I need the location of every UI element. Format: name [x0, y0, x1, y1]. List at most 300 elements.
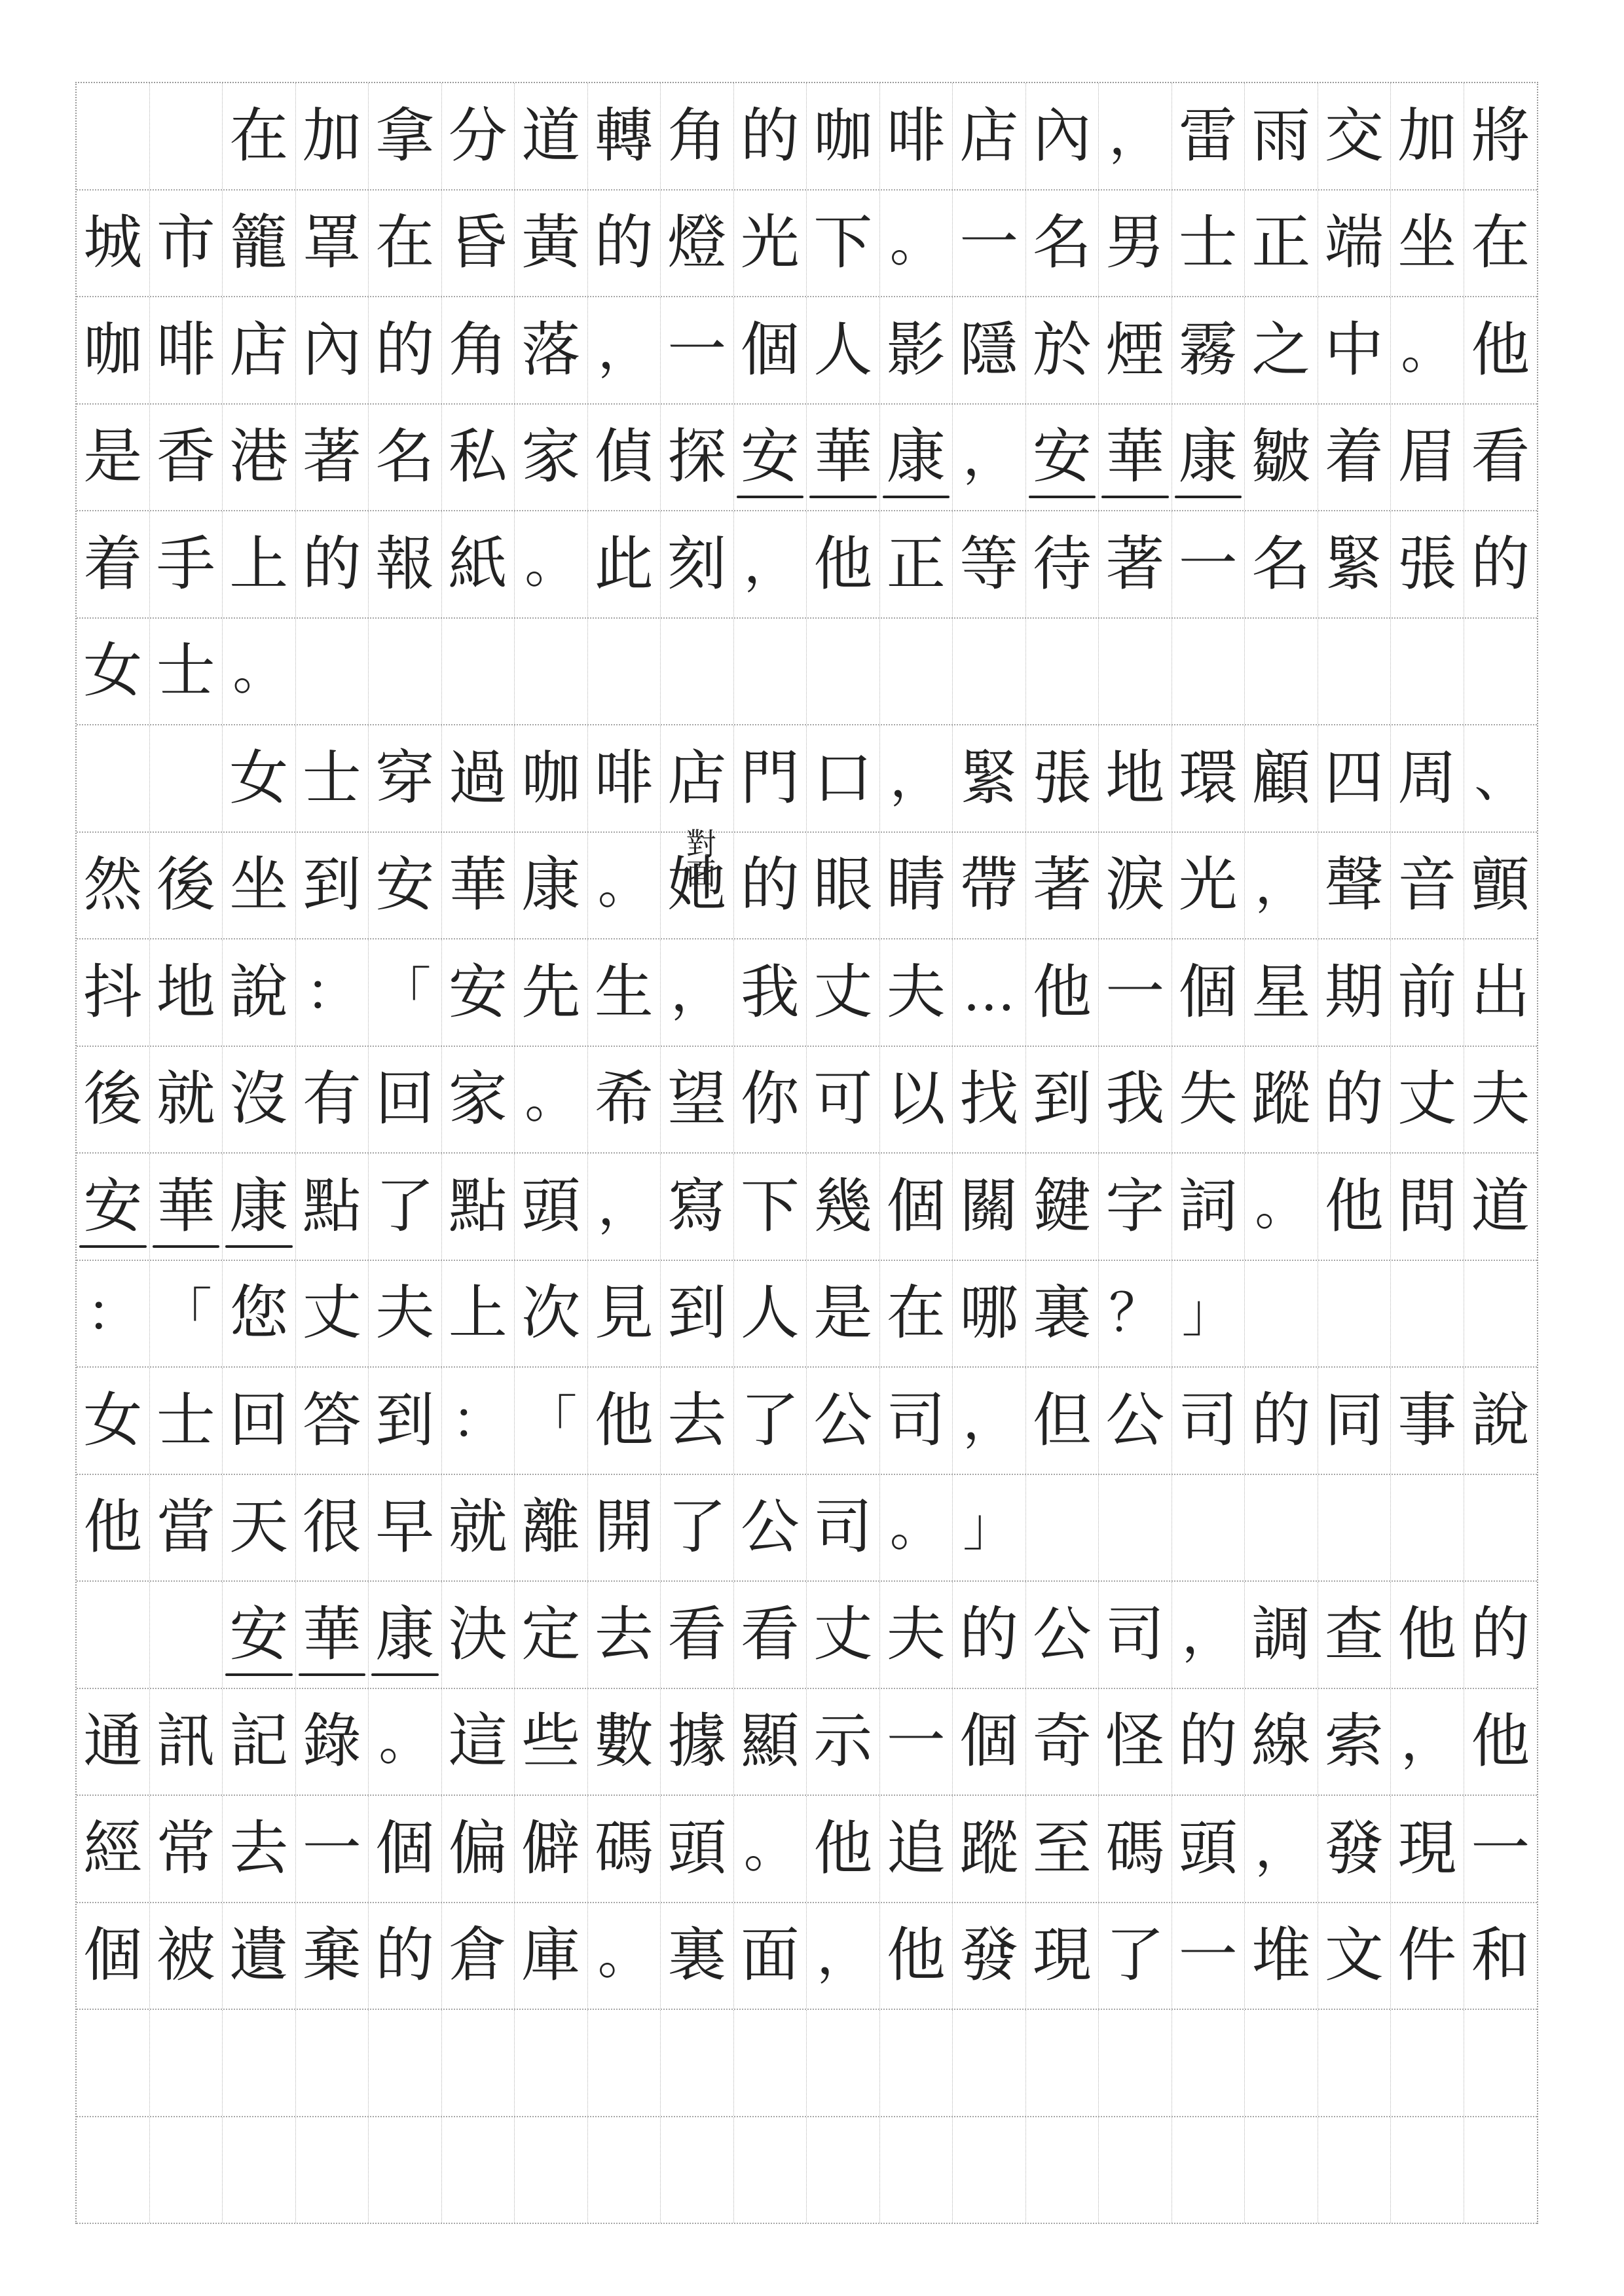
grid-cell: 文: [1318, 1903, 1392, 2009]
grid-cell: 士: [1172, 191, 1246, 297]
grid-cell: [1245, 1475, 1318, 1581]
grid-cell: 。: [588, 1903, 661, 2009]
grid-cell: 光: [734, 191, 807, 297]
grid-cell: 點: [442, 1154, 515, 1260]
grid-cell: 至: [1026, 1796, 1099, 1902]
manuscript-line: [77, 1475, 1537, 1582]
grid-cell: 被: [150, 1903, 223, 2009]
grid-cell: [734, 619, 807, 725]
grid-cell: 名: [1026, 191, 1099, 297]
grid-cell: 發: [1318, 1796, 1392, 1902]
grid-cell: 正: [1245, 191, 1318, 297]
grid-cell: 咖: [77, 297, 150, 403]
grid-cell: 希: [588, 1047, 661, 1153]
grid-cell: 煙: [1099, 297, 1172, 403]
grid-cell: 香: [150, 405, 223, 511]
grid-cell: 影: [880, 297, 953, 403]
grid-cell: [1464, 1261, 1538, 1367]
grid-cell: 咖: [515, 725, 588, 831]
grid-cell: [953, 2010, 1026, 2116]
grid-cell: 司: [1172, 1368, 1246, 1474]
insertion-mark: 對面 她: [661, 833, 734, 939]
grid-cell: 幾: [807, 1154, 880, 1260]
grid-cell: [296, 2010, 369, 2116]
grid-cell: [77, 2117, 150, 2223]
grid-cell: [77, 1582, 150, 1688]
grid-cell: 。: [880, 191, 953, 297]
grid-cell: 公: [1026, 1582, 1099, 1688]
grid-cell: 現: [1026, 1903, 1099, 2009]
grid-cell: [1391, 619, 1464, 725]
grid-cell: 字: [1099, 1154, 1172, 1260]
grid-cell: [1026, 1475, 1099, 1581]
grid-cell: 。: [880, 1475, 953, 1581]
grid-cell: 家: [515, 405, 588, 511]
grid-cell: 。: [515, 511, 588, 617]
grid-cell: 經: [77, 1796, 150, 1902]
grid-cell: 司: [807, 1475, 880, 1581]
grid-cell: 男: [1099, 191, 1172, 297]
grid-cell: [1464, 2010, 1538, 2116]
grid-cell: 怪: [1099, 1689, 1172, 1795]
grid-cell: [1172, 2010, 1246, 2116]
grid-cell: ，: [1172, 1582, 1246, 1688]
grid-cell: 眉: [1391, 405, 1464, 511]
grid-cell: [296, 2117, 369, 2223]
grid-cell: 霧: [1172, 297, 1246, 403]
grid-cell: [1318, 2010, 1392, 2116]
manuscript-line: [77, 1903, 1537, 2011]
grid-cell: 顯: [734, 1689, 807, 1795]
grid-cell: 端: [1318, 191, 1392, 297]
grid-cell: 康: [223, 1154, 296, 1260]
grid-cell: [807, 2010, 880, 2116]
grid-cell: 去: [588, 1582, 661, 1688]
grid-cell: 女: [77, 619, 150, 725]
grid-cell: 聲: [1318, 833, 1392, 939]
grid-cell: [442, 619, 515, 725]
grid-cell: 加: [1391, 83, 1464, 189]
grid-cell: [1464, 2117, 1538, 2223]
grid-cell: [1318, 1475, 1392, 1581]
grid-cell: ：: [442, 1368, 515, 1474]
grid-cell: 康: [515, 833, 588, 939]
grid-cell: 找: [953, 1047, 1026, 1153]
grid-cell: 回: [369, 1047, 442, 1153]
grid-cell: ：: [296, 939, 369, 1046]
manuscript-line: [77, 1261, 1537, 1368]
grid-cell: [77, 2010, 150, 2116]
grid-cell: 裏: [661, 1903, 734, 2009]
grid-cell: 的: [1245, 1368, 1318, 1474]
manuscript-line: [77, 725, 1537, 833]
grid-cell: 在: [1471, 208, 1530, 278]
grid-cell: 手: [150, 511, 223, 617]
grid-cell: 音: [1391, 833, 1464, 939]
grid-cell: [515, 2010, 588, 2116]
grid-cell: 司: [880, 1368, 953, 1474]
grid-cell: 交: [1318, 83, 1392, 189]
grid-cell: [953, 619, 1026, 725]
grid-cell: 華: [150, 1154, 223, 1260]
grid-cell: [369, 2117, 442, 2223]
grid-cell: 士: [296, 725, 369, 831]
grid-cell: [734, 2117, 807, 2223]
grid-cell: 私: [442, 405, 515, 511]
grid-cell: 張: [1026, 725, 1099, 831]
grid-cell: 籠: [223, 191, 296, 297]
grid-cell: 。: [1245, 1154, 1318, 1260]
grid-cell: 緊: [953, 725, 1026, 831]
grid-cell: 您: [223, 1261, 296, 1367]
grid-cell: [150, 1582, 223, 1688]
grid-cell: 。: [1391, 297, 1464, 403]
grid-cell: 他: [77, 1475, 150, 1581]
grid-cell: ，: [953, 405, 1026, 511]
grid-cell: [1172, 1475, 1246, 1581]
grid-cell: 角: [661, 83, 734, 189]
grid-cell: 丈: [807, 939, 880, 1046]
manuscript-line-empty: [77, 2117, 1537, 2225]
grid-cell: 、: [1474, 747, 1527, 809]
grid-cell: [1245, 2117, 1318, 2223]
grid-cell: 有: [296, 1047, 369, 1153]
grid-cell: [1318, 2117, 1392, 2223]
grid-cell: ，: [953, 1368, 1026, 1474]
grid-cell: 開: [588, 1475, 661, 1581]
grid-cell: 可: [807, 1047, 880, 1153]
grid-cell: 華: [1099, 405, 1172, 511]
grid-cell: 城: [77, 191, 150, 297]
grid-cell: 啡: [880, 83, 953, 189]
grid-cell: 安: [734, 405, 807, 511]
grid-cell: 坐: [1391, 191, 1464, 297]
grid-cell: 。: [515, 1047, 588, 1153]
grid-cell: 決: [442, 1582, 515, 1688]
grid-cell: [150, 83, 223, 189]
grid-cell: 。: [588, 833, 661, 939]
grid-cell: 你: [734, 1047, 807, 1153]
grid-cell: 示: [807, 1689, 880, 1795]
grid-cell: 淚: [1099, 833, 1172, 939]
grid-cell: 華: [442, 833, 515, 939]
grid-cell: ，: [588, 1154, 661, 1260]
grid-cell: 的: [369, 1903, 442, 2009]
grid-cell: [369, 619, 442, 725]
grid-cell: 穿: [369, 725, 442, 831]
grid-cell: 隱: [953, 297, 1026, 403]
grid-cell: 著: [1026, 833, 1099, 939]
grid-cell: 他: [1391, 1582, 1464, 1688]
grid-cell: 點: [296, 1154, 369, 1260]
grid-cell: 安: [223, 1582, 296, 1688]
grid-cell: ，: [1245, 833, 1318, 939]
grid-cell: [1172, 2117, 1246, 2223]
grid-cell: 些: [515, 1689, 588, 1795]
grid-cell: 一: [1172, 511, 1246, 617]
grid-cell: 一: [880, 1689, 953, 1795]
grid-cell: 名: [369, 405, 442, 511]
grid-cell: 坐: [223, 833, 296, 939]
grid-cell: 周: [1391, 725, 1464, 831]
grid-cell: 個: [953, 1689, 1026, 1795]
grid-cell: [588, 2117, 661, 2223]
grid-cell: 內: [296, 297, 369, 403]
grid-cell: 「: [369, 939, 442, 1046]
grid-cell: 後: [77, 1047, 150, 1153]
grid-cell: 現: [1391, 1796, 1464, 1902]
grid-cell: 安: [77, 1154, 150, 1260]
manuscript-line: [77, 83, 1537, 191]
grid-cell: 個: [369, 1796, 442, 1902]
grid-cell: 夫: [1471, 1065, 1530, 1134]
grid-cell: 說: [223, 939, 296, 1046]
grid-cell: [880, 619, 953, 725]
grid-cell: [880, 2117, 953, 2223]
grid-cell: 生: [588, 939, 661, 1046]
grid-cell: 店: [953, 83, 1026, 189]
grid-cell: [1099, 2010, 1172, 2116]
grid-cell: 在: [223, 83, 296, 189]
grid-cell: 我: [734, 939, 807, 1046]
grid-cell: 着: [1318, 405, 1392, 511]
grid-cell: 顫: [1471, 850, 1530, 920]
grid-cell: 是: [77, 405, 150, 511]
grid-cell: 追: [880, 1796, 953, 1902]
grid-cell: 丈: [807, 1582, 880, 1688]
grid-cell: 道: [515, 83, 588, 189]
grid-cell: 天: [223, 1475, 296, 1581]
grid-cell: 在: [369, 191, 442, 297]
grid-cell: 著: [296, 405, 369, 511]
grid-cell: 安: [442, 939, 515, 1046]
grid-cell: 一: [953, 191, 1026, 297]
grid-cell: 一: [1172, 1903, 1246, 2009]
grid-cell: 市: [150, 191, 223, 297]
grid-cell: 早: [369, 1475, 442, 1581]
grid-cell: 調: [1245, 1582, 1318, 1688]
manuscript-line: [77, 1582, 1537, 1689]
manuscript-line: [77, 939, 1537, 1047]
grid-cell: ，: [880, 725, 953, 831]
grid-cell: [150, 2117, 223, 2223]
grid-cell: 錄: [296, 1689, 369, 1795]
grid-cell: 他: [880, 1903, 953, 2009]
grid-cell: 一: [1099, 939, 1172, 1046]
grid-cell: [515, 619, 588, 725]
grid-cell: 回: [223, 1368, 296, 1474]
manuscript-line-empty: [77, 2010, 1537, 2117]
grid-cell: 就: [442, 1475, 515, 1581]
grid-cell: 昏: [442, 191, 515, 297]
manuscript-line: [77, 1689, 1537, 1796]
grid-cell: 棄: [296, 1903, 369, 2009]
grid-cell: 地: [150, 939, 223, 1046]
grid-cell: 答: [296, 1368, 369, 1474]
grid-cell: 哪: [953, 1261, 1026, 1367]
grid-cell: 緊: [1318, 511, 1392, 617]
grid-cell: 此: [588, 511, 661, 617]
grid-cell: [1099, 1475, 1172, 1581]
grid-cell: [1099, 619, 1172, 725]
grid-cell: 個: [880, 1154, 953, 1260]
manuscript-grid: [75, 82, 1538, 2224]
grid-cell: 就: [150, 1047, 223, 1153]
grid-cell: [1318, 1261, 1392, 1367]
grid-cell: [1099, 2117, 1172, 2223]
grid-cell: 個: [1172, 939, 1246, 1046]
grid-cell: 光: [1172, 833, 1246, 939]
grid-cell: 庫: [515, 1903, 588, 2009]
grid-cell: [807, 619, 880, 725]
grid-cell: 啡: [588, 725, 661, 831]
grid-cell: [223, 2010, 296, 2116]
grid-cell: ，: [734, 511, 807, 617]
manuscript-line: [77, 1047, 1537, 1154]
grid-cell: [1026, 619, 1099, 725]
grid-cell: 偏: [442, 1796, 515, 1902]
grid-cell: [296, 619, 369, 725]
grid-cell: ，: [1099, 83, 1172, 189]
grid-cell: 士: [150, 1368, 223, 1474]
grid-cell: 」: [1172, 1261, 1246, 1367]
grid-cell: 中: [1318, 297, 1392, 403]
grid-cell: 道: [1471, 1171, 1530, 1241]
grid-cell: 等: [953, 511, 1026, 617]
grid-cell: 以: [880, 1047, 953, 1153]
manuscript-line: [77, 405, 1537, 512]
grid-cell: 店: [661, 725, 734, 831]
grid-cell: 門: [734, 725, 807, 831]
grid-cell: 下: [734, 1154, 807, 1260]
grid-cell: [150, 2010, 223, 2116]
grid-cell: [1172, 619, 1246, 725]
grid-cell: 在: [880, 1261, 953, 1367]
grid-cell: 很: [296, 1475, 369, 1581]
grid-cell: 關: [953, 1154, 1026, 1260]
grid-cell: 奇: [1026, 1689, 1099, 1795]
grid-cell: 頭: [661, 1796, 734, 1902]
grid-cell: [661, 2010, 734, 2116]
grid-cell: 加: [296, 83, 369, 189]
grid-cell: 女: [77, 1368, 150, 1474]
grid-cell: 刻: [661, 511, 734, 617]
grid-cell: 蹤: [1245, 1047, 1318, 1153]
grid-cell: 夫: [880, 939, 953, 1046]
grid-cell: 的: [369, 297, 442, 403]
grid-cell: 數: [588, 1689, 661, 1795]
grid-cell: [77, 83, 150, 189]
grid-cell: [223, 2117, 296, 2223]
grid-cell: 夫: [880, 1582, 953, 1688]
grid-cell: ，: [588, 297, 661, 403]
manuscript-line: [77, 833, 1537, 940]
grid-cell: 黃: [515, 191, 588, 297]
manuscript-line: [77, 1796, 1537, 1903]
grid-cell: [588, 2010, 661, 2116]
grid-cell: [1245, 619, 1318, 725]
grid-cell: 他: [807, 511, 880, 617]
grid-cell: [1245, 1261, 1318, 1367]
grid-cell: 內: [1026, 83, 1099, 189]
grid-cell: 燈: [661, 191, 734, 297]
grid-cell: ，: [661, 939, 734, 1046]
grid-cell: 安: [369, 833, 442, 939]
grid-cell: 堆: [1245, 1903, 1318, 2009]
grid-cell: 環: [1172, 725, 1246, 831]
grid-cell: 個: [77, 1903, 150, 2009]
grid-cell: 望: [661, 1047, 734, 1153]
grid-cell: 遺: [223, 1903, 296, 2009]
grid-cell: [953, 2117, 1026, 2223]
grid-cell: 一: [296, 1796, 369, 1902]
grid-cell: 偵: [588, 405, 661, 511]
grid-cell: 期: [1318, 939, 1392, 1046]
grid-cell: 之: [1245, 297, 1318, 403]
manuscript-line: [77, 1154, 1537, 1261]
grid-cell: 了: [661, 1475, 734, 1581]
grid-cell: 次: [515, 1261, 588, 1367]
grid-cell: 失: [1172, 1047, 1246, 1153]
grid-cell: 公: [1099, 1368, 1172, 1474]
grid-cell: 說: [1471, 1385, 1530, 1455]
grid-cell: 面: [734, 1903, 807, 2009]
grid-cell: 去: [661, 1368, 734, 1474]
grid-cell: [1391, 1475, 1464, 1581]
grid-cell: 常: [150, 1796, 223, 1902]
grid-cell: 的: [734, 83, 807, 189]
grid-cell: 了: [369, 1154, 442, 1260]
grid-cell: 詞: [1172, 1154, 1246, 1260]
grid-cell: 拿: [369, 83, 442, 189]
grid-cell: 康: [880, 405, 953, 511]
grid-cell: 四: [1318, 725, 1392, 831]
grid-cell: 但: [1026, 1368, 1099, 1474]
grid-cell: 報: [369, 511, 442, 617]
grid-cell: [734, 2010, 807, 2116]
grid-cell: [442, 2117, 515, 2223]
grid-cell: 看: [1471, 422, 1530, 492]
grid-cell: 到: [369, 1368, 442, 1474]
grid-cell: 家: [442, 1047, 515, 1153]
grid-cell: 夫: [369, 1261, 442, 1367]
grid-cell: 地: [1099, 725, 1172, 831]
grid-cell: 人: [734, 1261, 807, 1367]
manuscript-line: [77, 297, 1537, 405]
grid-cell: 店: [223, 297, 296, 403]
grid-cell: 張: [1391, 511, 1464, 617]
grid-cell: 睛: [880, 833, 953, 939]
grid-cell: 上: [442, 1261, 515, 1367]
grid-cell: [1391, 2117, 1464, 2223]
grid-cell: 同: [1318, 1368, 1392, 1474]
grid-cell: [1026, 2010, 1099, 2116]
manuscript-line: [77, 191, 1537, 298]
grid-cell: 抖: [77, 939, 150, 1046]
grid-cell: 皺: [1245, 405, 1318, 511]
grid-cell: 問: [1391, 1154, 1464, 1260]
grid-cell: ，: [1245, 1796, 1318, 1902]
grid-cell: 咖: [807, 83, 880, 189]
grid-cell: 前: [1391, 939, 1464, 1046]
grid-cell: 查: [1318, 1582, 1392, 1688]
grid-cell: 華: [296, 1582, 369, 1688]
grid-cell: 着: [77, 511, 150, 617]
grid-cell: 分: [442, 83, 515, 189]
grid-cell: 司: [1099, 1582, 1172, 1688]
grid-cell: 線: [1245, 1689, 1318, 1795]
grid-cell: 。: [734, 1796, 807, 1902]
